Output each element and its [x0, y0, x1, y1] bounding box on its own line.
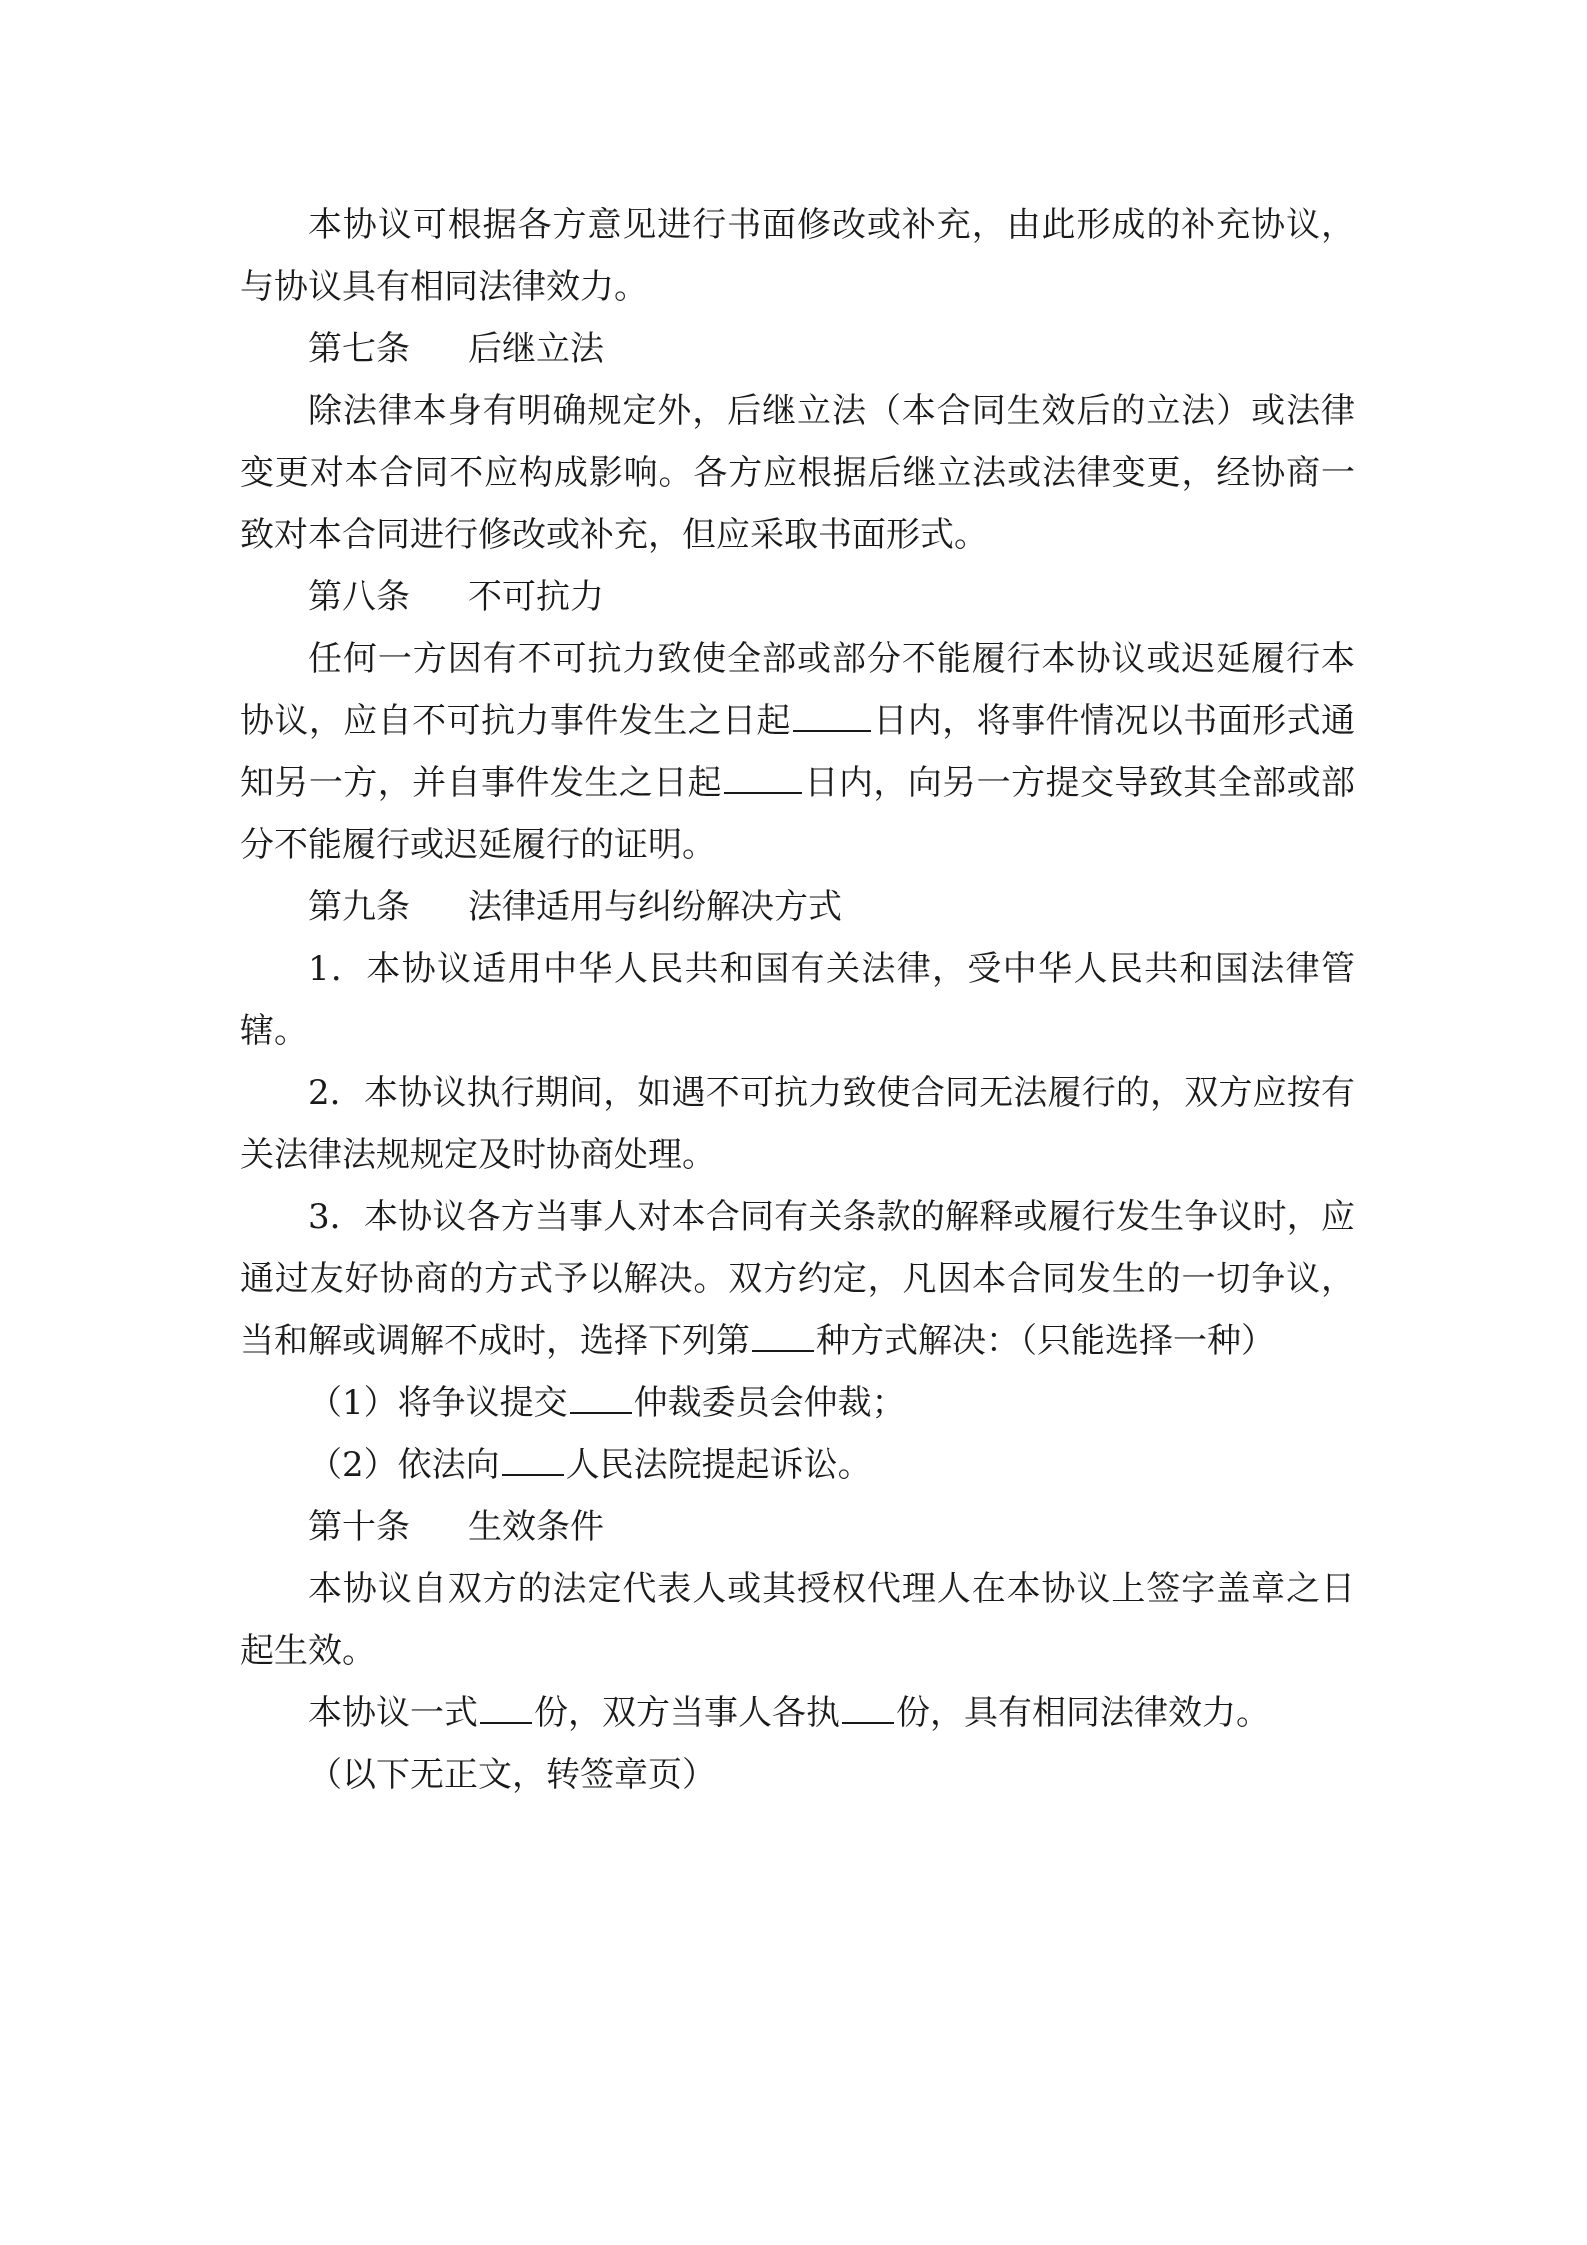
- option-1-part-b: 仲裁委员会仲裁；: [633, 1383, 906, 1423]
- option-2-part-a: （2）依法向: [308, 1445, 500, 1485]
- article-10-number: 第十条: [308, 1507, 410, 1547]
- copies-paragraph: [240, 1682, 1355, 1744]
- article-7-heading: [240, 318, 1355, 380]
- article-8-number: 第八条: [308, 577, 410, 617]
- article-7-text: 除法律本身有明确规定外，后继立法（本合同生效后的立法）或法律变更对本合同不应构成影响。各方应根据后继立法或法律变更，经协商一致对本合同进行修改或补充，但应采取书面形式。: [240, 391, 1355, 555]
- article-9-option-1: [240, 1372, 1355, 1434]
- each-party-copies-blank[interactable]: [842, 1688, 894, 1724]
- article-8-text: [240, 628, 1355, 876]
- article-9-item-2: 2．本协议执行期间，如遇不可抗力致使合同无法履行的，双方应按有关法律法规规定及时协商处理。: [240, 1073, 1355, 1175]
- total-copies-blank[interactable]: [480, 1688, 532, 1724]
- option-1-part-a: （1）将争议提交: [308, 1383, 568, 1423]
- article-10-heading: [240, 1496, 1355, 1558]
- article-9-item-1: 1．本协议适用中华人民共和国有关法律，受中华人民共和国法律管辖。: [240, 949, 1355, 1051]
- article-8-title: 不可抗力: [468, 577, 604, 617]
- article-7-number: 第七条: [308, 329, 410, 369]
- article-9-item-3-part-b: 种方式解决：（只能选择一种）: [816, 1321, 1275, 1361]
- article-8-text-part-a: 任何一方因有不可抗力致使全部或部分不能履行本协议或迟延履行本协议，应自不可抗力事件发生之日起: [240, 639, 1355, 741]
- notice-days-blank[interactable]: [793, 696, 871, 732]
- copies-part-c: 份，具有相同法律效力。: [896, 1693, 1270, 1733]
- article-8-text-part-b: 日内，将事件情况以书面形式通知另一方，并自事件发生之日起: [240, 701, 1356, 803]
- proof-days-blank[interactable]: [724, 758, 802, 794]
- article-9-heading: [240, 876, 1355, 938]
- copies-part-b: 份，双方当事人各执: [534, 1693, 840, 1733]
- article-9-item-3-part-a: 3．本协议各方当事人对本合同有关条款的解释或履行发生争议时，应通过友好协商的方式予以解决。双方约定，凡因本合同发生的一切争议，当和解或调解不成时，选择下列第: [240, 1197, 1355, 1361]
- amendment-paragraph: 本协议可根据各方意见进行书面修改或补充，由此形成的补充协议，与协议具有相同法律效力。: [240, 205, 1355, 307]
- dispute-method-blank[interactable]: [752, 1316, 814, 1352]
- copies-part-a: 本协议一式: [308, 1693, 478, 1733]
- article-9-number: 第九条: [308, 887, 410, 927]
- article-7-title: 后继立法: [468, 329, 604, 369]
- document-body: [240, 194, 1355, 1806]
- article-10-text: 本协议自双方的法定代表人或其授权代理人在本协议上签字盖章之日起生效。: [240, 1569, 1355, 1671]
- article-9-option-2: [240, 1434, 1355, 1496]
- article-8-heading: [240, 566, 1355, 628]
- arbitration-commission-blank[interactable]: [570, 1378, 632, 1414]
- article-9-item-3: [240, 1186, 1355, 1372]
- court-name-blank[interactable]: [502, 1440, 564, 1476]
- article-8-text-part-c: 日内，向另一方提交导致其全部或部分不能履行或迟延履行的证明。: [240, 763, 1356, 865]
- end-note: （以下无正文，转签章页）: [308, 1755, 716, 1795]
- article-10-title: 生效条件: [468, 1507, 604, 1547]
- article-9-title: 法律适用与纠纷解决方式: [468, 887, 842, 927]
- option-2-part-b: 人民法院提起诉讼。: [565, 1445, 872, 1485]
